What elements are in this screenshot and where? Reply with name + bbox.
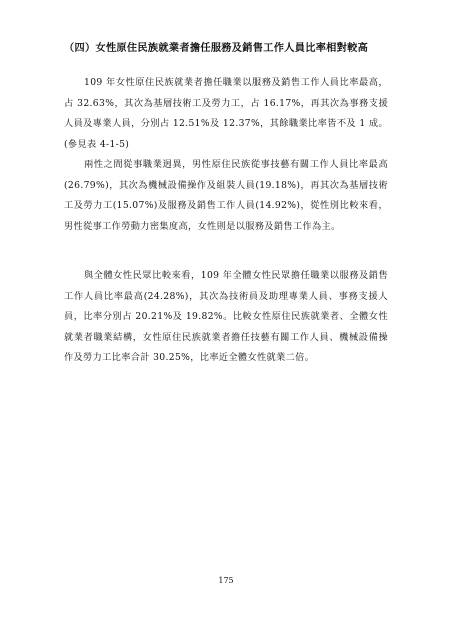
paragraph-all-women-comparison: 與全體女性民眾比較來看，109 年全體女性民眾擔任職業以服務及銷售工作人員比率最高(24.28%)，其次為技術員及助理專業人員、事務支援人員，比率分別占 20.21%及 19.82%。比較女性原住民族就業者、全體女性就業者職業結構，女性原住民族就業者擔任技藝有關工作人員、機械設備操作及勞力工比率合計 30.25%，比率近全體女性就業二倍。 — [64, 270, 388, 364]
section-heading: （四）女性原住民族就業者擔任服務及銷售工作人員比率相對較高 — [64, 42, 369, 54]
paragraph-occupation-female: 109 年女性原住民族就業者擔任職業以服務及銷售工作人員比率最高，占 32.63%，其次為基層技術工及勞力工，占 16.17%，再其次為事務支援人員及專業人員，分別占 12.51%及 12.37%，其餘職業比率皆不及 1 成。(參見表 4-1-5) — [64, 77, 388, 150]
page-number: 175 — [218, 576, 234, 585]
paragraph-gender-comparison: 兩性之間從事職業迥異，男性原住民族從事技藝有關工作人員比率最高(26.79%)，其次為機械設備操作及組裝人員(19.18%)，再其次為基層技術工及勞力工(15.07%)及服務及銷售工作人員(14.92%)，從性別比較來看，男性從事工作勞動力密集度高，女性則是以服務及銷售工作為主。 — [64, 159, 388, 232]
